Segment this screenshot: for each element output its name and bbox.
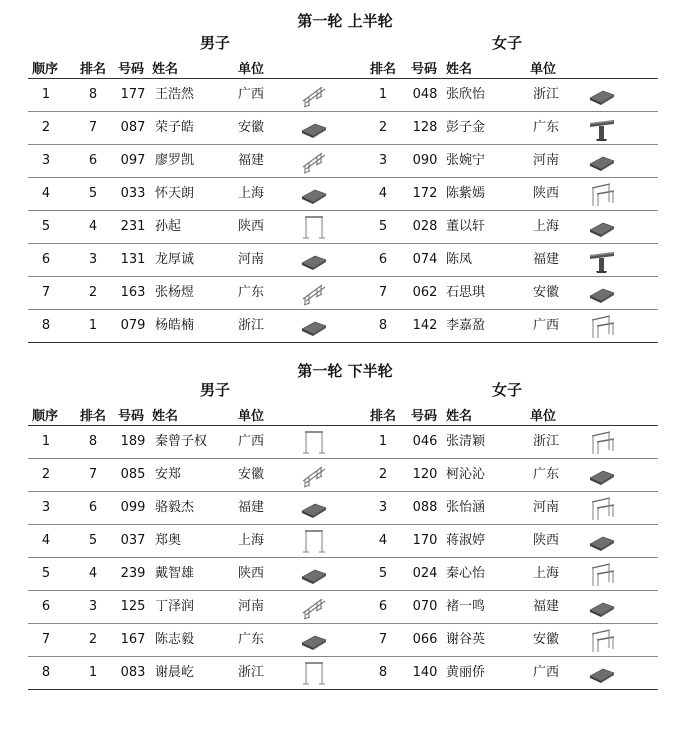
floor-icon <box>300 494 328 522</box>
table-row <box>28 558 658 591</box>
women-label-lower: 女子 <box>492 381 523 399</box>
women-athlete-name: 柯沁沁 <box>446 467 486 482</box>
floor-icon <box>588 81 616 109</box>
table-row <box>28 112 658 145</box>
parallel-bars-icon <box>300 461 328 489</box>
men-order-cell: 4 <box>41 186 51 201</box>
women-athlete-name: 谢谷英 <box>446 632 486 647</box>
high-bar-icon <box>300 428 328 456</box>
women-team-unit: 河南 <box>533 500 560 515</box>
header-name: 姓名 <box>152 409 179 424</box>
women-rank-cell: 8 <box>378 665 388 680</box>
men-rank-cell: 6 <box>88 500 98 515</box>
men-order-cell: 8 <box>41 665 51 680</box>
header-rank: 排名 <box>80 409 107 424</box>
men-order-cell: 2 <box>41 120 51 135</box>
women-athlete-name: 张清颖 <box>446 434 486 449</box>
men-label-upper: 男子 <box>200 34 231 52</box>
header-number-women: 号码 <box>411 62 438 77</box>
women-number-cell: 128 <box>412 120 438 135</box>
header-name-women: 姓名 <box>446 409 473 424</box>
men-number-cell: 037 <box>120 533 146 548</box>
women-number-cell: 142 <box>412 318 438 333</box>
men-athlete-name: 骆毅杰 <box>155 500 195 515</box>
table-row <box>28 244 658 277</box>
header-order: 顺序 <box>32 409 59 424</box>
floor-icon <box>588 659 616 687</box>
women-rank-cell: 3 <box>378 153 388 168</box>
men-team-unit: 广西 <box>238 434 265 449</box>
parallel-bars-icon <box>300 593 328 621</box>
men-athlete-name: 王浩然 <box>155 87 195 102</box>
women-label-upper: 女子 <box>492 34 523 52</box>
men-team-unit: 广西 <box>238 87 265 102</box>
men-number-cell: 163 <box>120 285 146 300</box>
men-number-cell: 085 <box>120 467 146 482</box>
header-rank-women: 排名 <box>370 62 397 77</box>
women-number-cell: 074 <box>412 252 438 267</box>
men-order-cell: 8 <box>41 318 51 333</box>
men-order-cell: 5 <box>41 566 51 581</box>
women-number-cell: 028 <box>412 219 438 234</box>
women-team-unit: 广西 <box>533 318 560 333</box>
men-team-unit: 安徽 <box>238 467 265 482</box>
women-rank-cell: 5 <box>378 219 388 234</box>
men-order-cell: 6 <box>41 252 51 267</box>
men-number-cell: 189 <box>120 434 146 449</box>
men-team-unit: 广东 <box>238 632 265 647</box>
women-rank-cell: 2 <box>378 467 388 482</box>
high-bar-icon <box>300 213 328 241</box>
section-title-upper: 第一轮 上半轮 <box>297 12 393 30</box>
women-number-cell: 170 <box>412 533 438 548</box>
floor-icon <box>588 593 616 621</box>
header-number: 号码 <box>118 62 145 77</box>
men-athlete-name: 丁泽润 <box>155 599 195 614</box>
floor-icon <box>588 279 616 307</box>
women-rank-cell: 1 <box>378 87 388 102</box>
men-rank-cell: 7 <box>88 120 98 135</box>
header-order: 顺序 <box>32 62 59 77</box>
men-rank-cell: 4 <box>88 219 98 234</box>
women-number-cell: 046 <box>412 434 438 449</box>
women-team-unit: 福建 <box>533 599 560 614</box>
uneven-bars-icon <box>588 312 616 340</box>
women-athlete-name: 秦心怡 <box>446 566 486 581</box>
men-team-unit: 浙江 <box>238 318 265 333</box>
men-team-unit: 河南 <box>238 599 265 614</box>
women-team-unit: 陕西 <box>533 186 560 201</box>
parallel-bars-icon <box>300 147 328 175</box>
men-rank-cell: 4 <box>88 566 98 581</box>
high-bar-icon <box>300 527 328 555</box>
women-team-unit: 广西 <box>533 665 560 680</box>
floor-icon <box>588 527 616 555</box>
women-athlete-name: 董以轩 <box>446 219 486 234</box>
floor-icon <box>300 180 328 208</box>
men-number-cell: 239 <box>120 566 146 581</box>
women-athlete-name: 张欣怡 <box>446 87 486 102</box>
header-unit: 单位 <box>238 62 265 77</box>
women-athlete-name: 蒋淑婷 <box>446 533 486 548</box>
floor-icon <box>588 461 616 489</box>
men-team-unit: 陕西 <box>238 566 265 581</box>
women-rank-cell: 3 <box>378 500 388 515</box>
women-rank-cell: 7 <box>378 632 388 647</box>
table-row <box>28 591 658 624</box>
men-rank-cell: 5 <box>88 186 98 201</box>
women-team-unit: 安徽 <box>533 285 560 300</box>
men-athlete-name: 安郑 <box>155 467 182 482</box>
men-order-cell: 6 <box>41 599 51 614</box>
header-rank-women: 排名 <box>370 409 397 424</box>
table-row <box>28 145 658 178</box>
header-name: 姓名 <box>152 62 179 77</box>
women-athlete-name: 陈紫嫣 <box>446 186 486 201</box>
floor-icon <box>300 560 328 588</box>
men-athlete-name: 张杨煜 <box>155 285 195 300</box>
table-row <box>28 79 658 112</box>
men-team-unit: 福建 <box>238 500 265 515</box>
men-label-lower: 男子 <box>200 381 231 399</box>
uneven-bars-icon <box>588 560 616 588</box>
men-athlete-name: 廖罗凯 <box>155 153 195 168</box>
men-rank-cell: 8 <box>88 434 98 449</box>
women-team-unit: 安徽 <box>533 632 560 647</box>
women-number-cell: 120 <box>412 467 438 482</box>
men-number-cell: 177 <box>120 87 146 102</box>
women-number-cell: 024 <box>412 566 438 581</box>
women-team-unit: 上海 <box>533 219 560 234</box>
table-row <box>28 492 658 525</box>
men-number-cell: 167 <box>120 632 146 647</box>
men-team-unit: 安徽 <box>238 120 265 135</box>
men-number-cell: 087 <box>120 120 146 135</box>
header-name-women: 姓名 <box>446 62 473 77</box>
women-rank-cell: 6 <box>378 599 388 614</box>
women-athlete-name: 张怡涵 <box>446 500 486 515</box>
women-team-unit: 广东 <box>533 467 560 482</box>
floor-icon <box>300 626 328 654</box>
uneven-bars-icon <box>588 428 616 456</box>
women-number-cell: 066 <box>412 632 438 647</box>
table-row <box>28 657 658 690</box>
parallel-bars-icon <box>300 81 328 109</box>
men-number-cell: 079 <box>120 318 146 333</box>
women-number-cell: 070 <box>412 599 438 614</box>
women-team-unit: 广东 <box>533 120 560 135</box>
men-athlete-name: 杨皓楠 <box>155 318 195 333</box>
men-order-cell: 1 <box>41 434 51 449</box>
women-rank-cell: 1 <box>378 434 388 449</box>
table-row <box>28 277 658 310</box>
women-team-unit: 河南 <box>533 153 560 168</box>
floor-icon <box>300 312 328 340</box>
women-team-unit: 浙江 <box>533 434 560 449</box>
women-number-cell: 090 <box>412 153 438 168</box>
men-number-cell: 131 <box>120 252 146 267</box>
women-team-unit: 上海 <box>533 566 560 581</box>
women-athlete-name: 黄丽侨 <box>446 665 486 680</box>
men-rank-cell: 1 <box>88 665 98 680</box>
header-number: 号码 <box>118 409 145 424</box>
men-team-unit: 河南 <box>238 252 265 267</box>
women-athlete-name: 石思琪 <box>446 285 486 300</box>
men-number-cell: 231 <box>120 219 146 234</box>
men-number-cell: 033 <box>120 186 146 201</box>
men-athlete-name: 龙厚诚 <box>155 252 195 267</box>
men-order-cell: 3 <box>41 500 51 515</box>
men-number-cell: 125 <box>120 599 146 614</box>
men-order-cell: 7 <box>41 285 51 300</box>
uneven-bars-icon <box>588 626 616 654</box>
women-number-cell: 088 <box>412 500 438 515</box>
men-number-cell: 099 <box>120 500 146 515</box>
women-team-unit: 浙江 <box>533 87 560 102</box>
men-athlete-name: 陈志毅 <box>155 632 195 647</box>
women-team-unit: 陕西 <box>533 533 560 548</box>
header-number-women: 号码 <box>411 409 438 424</box>
table-row <box>28 310 658 343</box>
women-rank-cell: 5 <box>378 566 388 581</box>
men-team-unit: 福建 <box>238 153 265 168</box>
men-rank-cell: 3 <box>88 252 98 267</box>
women-rank-cell: 4 <box>378 533 388 548</box>
men-rank-cell: 2 <box>88 632 98 647</box>
men-team-unit: 上海 <box>238 186 265 201</box>
header-unit: 单位 <box>238 409 265 424</box>
table-row <box>28 426 658 459</box>
floor-icon <box>588 213 616 241</box>
men-rank-cell: 2 <box>88 285 98 300</box>
section-title-lower: 第一轮 下半轮 <box>297 362 393 380</box>
men-athlete-name: 荣子皓 <box>155 120 195 135</box>
uneven-bars-icon <box>588 180 616 208</box>
floor-icon <box>300 114 328 142</box>
women-athlete-name: 彭子金 <box>446 120 486 135</box>
men-rank-cell: 8 <box>88 87 98 102</box>
floor-icon <box>300 246 328 274</box>
balance-beam-icon <box>588 246 616 274</box>
header-unit-women: 单位 <box>530 409 557 424</box>
women-athlete-name: 陈凤 <box>446 252 473 267</box>
header-unit-women: 单位 <box>530 62 557 77</box>
women-rank-cell: 6 <box>378 252 388 267</box>
women-number-cell: 062 <box>412 285 438 300</box>
men-order-cell: 3 <box>41 153 51 168</box>
women-athlete-name: 李嘉盈 <box>446 318 486 333</box>
high-bar-icon <box>300 659 328 687</box>
men-athlete-name: 谢晨屹 <box>155 665 195 680</box>
men-order-cell: 7 <box>41 632 51 647</box>
men-number-cell: 083 <box>120 665 146 680</box>
men-order-cell: 4 <box>41 533 51 548</box>
women-rank-cell: 4 <box>378 186 388 201</box>
start-list-table-lower <box>28 425 658 690</box>
table-row <box>28 624 658 657</box>
start-list-table-upper <box>28 78 658 343</box>
table-row <box>28 525 658 558</box>
men-athlete-name: 郑奥 <box>155 533 182 548</box>
men-athlete-name: 孙起 <box>155 219 182 234</box>
women-rank-cell: 2 <box>378 120 388 135</box>
table-row <box>28 459 658 492</box>
men-rank-cell: 6 <box>88 153 98 168</box>
men-team-unit: 上海 <box>238 533 265 548</box>
women-rank-cell: 8 <box>378 318 388 333</box>
floor-icon <box>588 147 616 175</box>
women-team-unit: 福建 <box>533 252 560 267</box>
women-number-cell: 140 <box>412 665 438 680</box>
women-number-cell: 172 <box>412 186 438 201</box>
parallel-bars-icon <box>300 279 328 307</box>
balance-beam-icon <box>588 114 616 142</box>
men-order-cell: 1 <box>41 87 51 102</box>
men-number-cell: 097 <box>120 153 146 168</box>
men-rank-cell: 5 <box>88 533 98 548</box>
men-rank-cell: 1 <box>88 318 98 333</box>
men-rank-cell: 3 <box>88 599 98 614</box>
men-order-cell: 5 <box>41 219 51 234</box>
women-rank-cell: 7 <box>378 285 388 300</box>
women-athlete-name: 褚一鸣 <box>446 599 486 614</box>
men-athlete-name: 怀天朗 <box>155 186 195 201</box>
men-team-unit: 陕西 <box>238 219 265 234</box>
women-athlete-name: 张婉宁 <box>446 153 486 168</box>
table-row <box>28 211 658 244</box>
men-team-unit: 浙江 <box>238 665 265 680</box>
header-rank: 排名 <box>80 62 107 77</box>
uneven-bars-icon <box>588 494 616 522</box>
men-team-unit: 广东 <box>238 285 265 300</box>
men-athlete-name: 秦曾子权 <box>155 434 208 449</box>
women-number-cell: 048 <box>412 87 438 102</box>
table-row <box>28 178 658 211</box>
men-athlete-name: 戴智雄 <box>155 566 195 581</box>
men-order-cell: 2 <box>41 467 51 482</box>
men-rank-cell: 7 <box>88 467 98 482</box>
